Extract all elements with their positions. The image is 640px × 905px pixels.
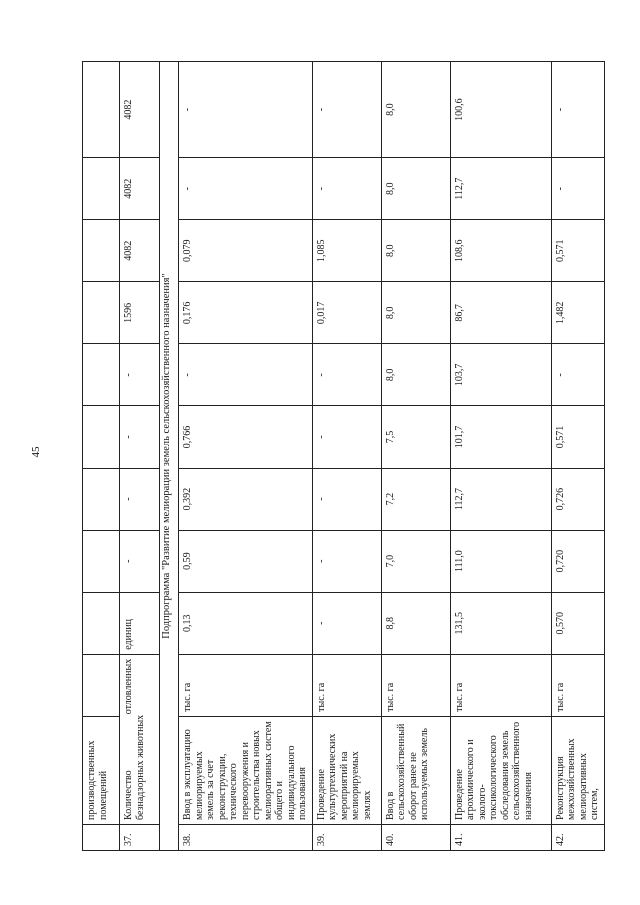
value-cell: 4082	[120, 158, 160, 220]
value-cell: 8,0	[381, 282, 450, 344]
value-cell: 112,7	[450, 468, 551, 530]
unit-cell: тыс. га	[381, 654, 450, 716]
value-cell: -	[551, 344, 604, 406]
value-cell: 7,5	[381, 406, 450, 468]
value-cell: 0,59	[179, 530, 313, 592]
table-row	[450, 62, 551, 851]
table-row	[381, 62, 450, 851]
value-cell: -	[312, 468, 381, 530]
table-row	[120, 62, 160, 851]
value-cell: 8,8	[381, 592, 450, 654]
table-row	[179, 62, 313, 851]
value-cell: -	[179, 158, 313, 220]
value-cell: -	[312, 530, 381, 592]
value-cell: -	[179, 62, 313, 158]
value-cell: 131,5	[450, 592, 551, 654]
value-cell: -	[120, 406, 160, 468]
value-cell: 108,6	[450, 220, 551, 282]
subprogram-row	[160, 62, 179, 851]
unit-cell: тыс. га	[551, 654, 604, 716]
value-cell: 8,0	[381, 220, 450, 282]
value-cell: -	[179, 344, 313, 406]
table-row	[551, 62, 604, 851]
value-cell: 0,571	[551, 406, 604, 468]
value-cell: -	[120, 530, 160, 592]
row-name-cell: Ввод в сельскохозяйственный оборот ранее не используемых земель	[381, 716, 450, 824]
row-number-cell	[83, 824, 120, 850]
value-cell: -	[551, 158, 604, 220]
value-cell: 7,2	[381, 468, 450, 530]
value-cell: 101,7	[450, 406, 551, 468]
value-cell: 0,079	[179, 220, 313, 282]
row-name-cell: Реконструкция межхозяйственных мелиоративных систем,	[551, 716, 604, 824]
value-cell: 100,6	[450, 62, 551, 158]
value-cell: 0,392	[179, 468, 313, 530]
value-cell: -	[312, 62, 381, 158]
row-number-cell: 40.	[381, 824, 450, 850]
row-number-cell: 39.	[312, 824, 381, 850]
row-name-cell: Ввод в эксплуатацию мелиорируемых земель за счет реконструкции, технического перевооружения и строительства новых мелиоративных систем общего и индивидуального пользования	[179, 716, 313, 824]
value-cell: 8,0	[381, 62, 450, 158]
value-cell: 8,0	[381, 158, 450, 220]
row-number-cell: 41.	[450, 824, 551, 850]
subprogram-title: Подпрограмма "Развитие мелиорации земель сельскохозяйственного назначения"	[160, 62, 179, 851]
value-cell: 4082	[120, 220, 160, 282]
value-cell: -	[312, 158, 381, 220]
value-cell: 112,7	[450, 158, 551, 220]
rotated-table-canvas	[82, 61, 600, 851]
value-cell: -	[120, 344, 160, 406]
row-number-cell: 38.	[179, 824, 313, 850]
value-cell: -	[312, 592, 381, 654]
row-name-cell: производственных помещений	[83, 716, 120, 824]
row-name-cell: Проведение культуртехнических мероприятий на мелиорируемых землях	[312, 716, 381, 824]
value-cell: 1596	[120, 282, 160, 344]
unit-cell: тыс. га	[312, 654, 381, 716]
unit-cell: тыс. га	[179, 654, 313, 716]
value-cell: 0,13	[179, 592, 313, 654]
value-cell: 0,176	[179, 282, 313, 344]
value-cell: -	[312, 406, 381, 468]
value-cell: 1,085	[312, 220, 381, 282]
table-row	[83, 62, 120, 851]
value-cell: -	[120, 468, 160, 530]
value-cell: -	[551, 62, 604, 158]
value-cell: 0,720	[551, 530, 604, 592]
table-row	[312, 62, 381, 851]
value-cell: 8,0	[381, 344, 450, 406]
row-number-cell: 42.	[551, 824, 604, 850]
value-cell: 4082	[120, 62, 160, 158]
value-cell: 7,0	[381, 530, 450, 592]
value-cell: 0,766	[179, 406, 313, 468]
value-cell: 103,7	[450, 344, 551, 406]
row-name-cell: Проведение агрохимического и эколого-токсикологического обследования земель сельскохозяйственного назначения	[450, 716, 551, 824]
indicators-table	[82, 61, 605, 851]
row-name-cell: Количество отловленных безнадзорных животных	[120, 654, 160, 824]
value-cell: 86,7	[450, 282, 551, 344]
value-cell: 0,571	[551, 220, 604, 282]
value-cell: 0,017	[312, 282, 381, 344]
unit-cell: тыс. га	[450, 654, 551, 716]
value-cell: 0,726	[551, 468, 604, 530]
row-number-cell: 37.	[120, 824, 160, 850]
value-cell: -	[312, 344, 381, 406]
value-cell: 111,0	[450, 530, 551, 592]
value-cell: 1,482	[551, 282, 604, 344]
page-number: 45	[30, 446, 42, 458]
value-cell: 0,570	[551, 592, 604, 654]
unit-cell: единиц	[120, 592, 160, 654]
